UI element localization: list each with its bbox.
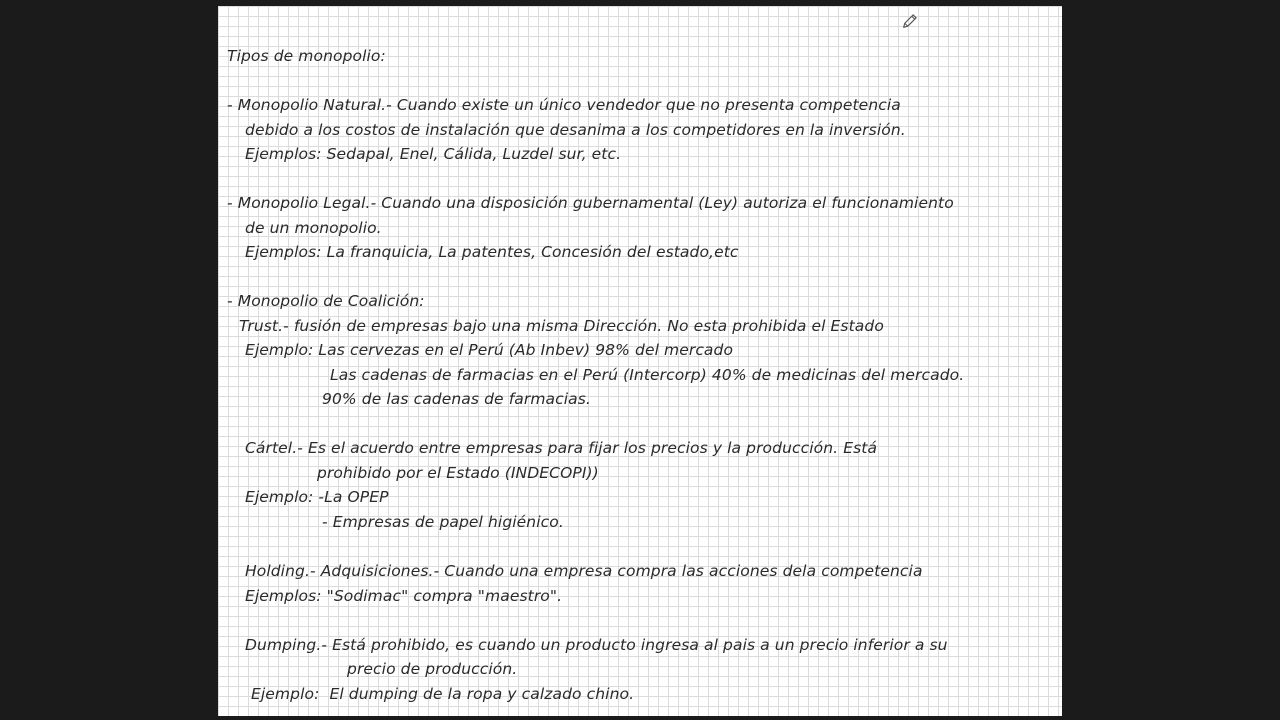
pencil-icon[interactable] xyxy=(901,12,919,30)
note-line: - Empresas de papel higiénico. xyxy=(322,513,564,531)
note-line: Ejemplos: La franquicia, La patentes, Concesión del estado,etc xyxy=(245,243,739,261)
note-line: de un monopolio. xyxy=(245,219,382,237)
note-line: - Monopolio Natural.- Cuando existe un único vendedor que no presenta competencia xyxy=(227,96,901,114)
note-line: Ejemplos: Sedapal, Enel, Cálida, Luzdel sur, etc. xyxy=(245,145,622,163)
note-line: - Monopolio de Coalición: xyxy=(227,292,425,310)
note-page xyxy=(218,6,1062,716)
note-line: Ejemplo: El dumping de la ropa y calzado chino. xyxy=(251,685,635,703)
note-line: Holding.- Adquisiciones.- Cuando una empresa compra las acciones dela competencia xyxy=(245,562,923,580)
note-line: 90% de las cadenas de farmacias. xyxy=(322,390,591,408)
page-title: Tipos de monopolio: xyxy=(227,47,386,65)
note-line: precio de producción. xyxy=(347,660,518,678)
note-line: Las cadenas de farmacias en el Perú (Intercorp) 40% de medicinas del mercado. xyxy=(330,366,965,384)
note-line: debido a los costos de instalación que desanima a los competidores en la inversión. xyxy=(245,121,906,139)
note-line: Ejemplo: Las cervezas en el Perú (Ab Inbev) 98% del mercado xyxy=(245,341,734,359)
note-line: Cártel.- Es el acuerdo entre empresas para fijar los precios y la producción. Está xyxy=(245,439,878,457)
note-line: - Monopolio Legal.- Cuando una disposición gubernamental (Ley) autoriza el funcionamiento xyxy=(227,194,954,212)
note-line: prohibido por el Estado (INDECOPI)) xyxy=(317,464,599,482)
note-line: Dumping.- Está prohibido, es cuando un producto ingresa al pais a un precio inferior a su xyxy=(245,636,948,654)
note-line: Ejemplos: "Sodimac" compra "maestro". xyxy=(245,587,563,605)
note-line: Trust.- fusión de empresas bajo una misma Dirección. No esta prohibida el Estado xyxy=(239,317,884,335)
note-line: Ejemplo: -La OPEP xyxy=(245,488,389,506)
